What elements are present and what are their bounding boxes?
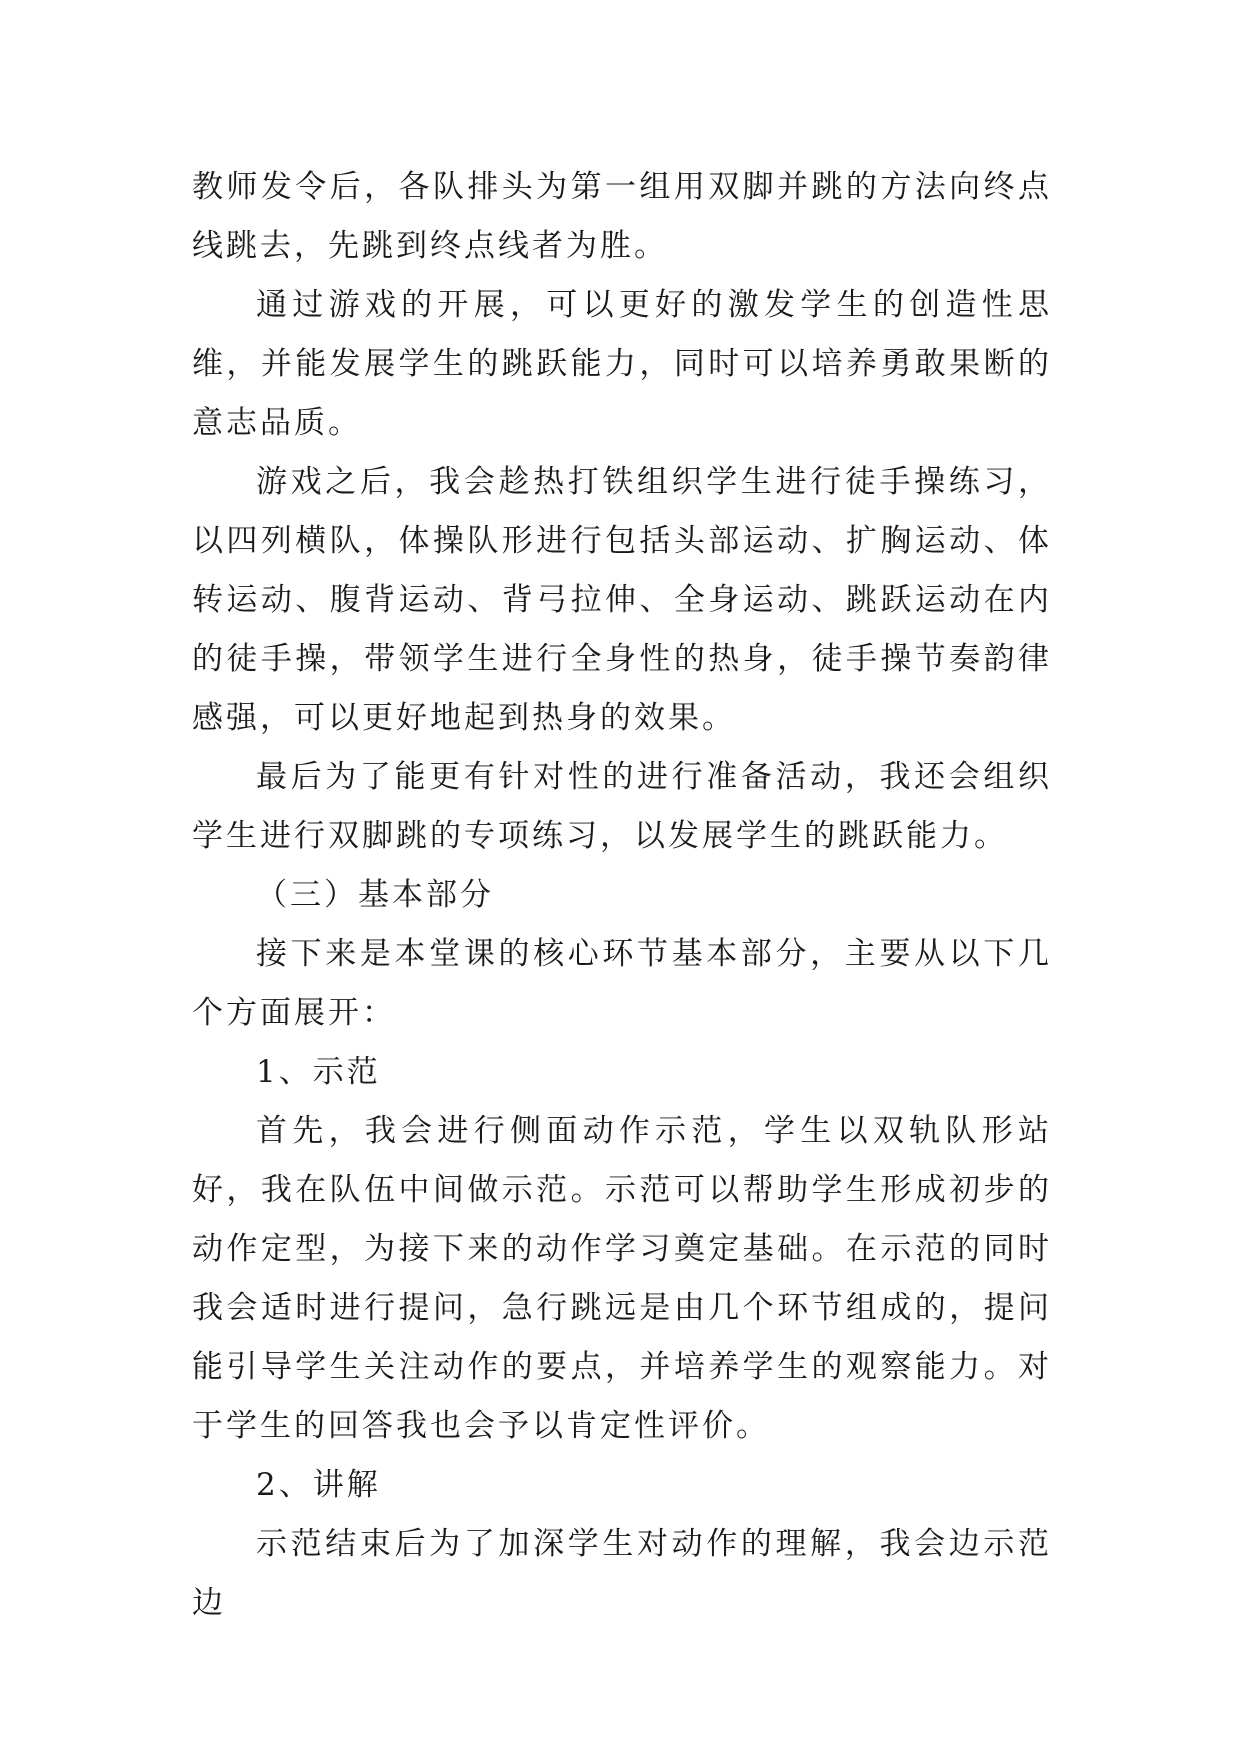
paragraph-freehand-exercise: 游戏之后，我会趁热打铁组织学生进行徒手操练习，以四列横队，体操队形进行包括头部运动、扩胸运动、体转运动、腹背运动、背弓拉伸、全身运动、跳跃运动在内的徒手操，带领学生进行全身性的热身，徒手操节奏韵律感强，可以更好地起到热身的效果。 [192,464,1052,736]
paragraph-game-rules: 教师发令后，各队排头为第一组用双脚并跳的方法向终点线跳去，先跳到终点线者为胜。 [192,169,1052,264]
paragraph-basic-part-intro: 接下来是本堂课的核心环节基本部分，主要从以下几个方面展开： [192,936,1052,1031]
section-heading-basic-part: （三）基本部分 [256,877,494,913]
document-body [192,158,1052,1633]
subheading-demonstration: 1、示范 [256,1054,381,1090]
paragraph-game-purpose: 通过游戏的开展，可以更好的激发学生的创造性思维，并能发展学生的跳跃能力，同时可以培养勇敢果断的意志品质。 [192,287,1052,441]
paragraph-special-practice: 最后为了能更有针对性的进行准备活动，我还会组织学生进行双脚跳的专项练习，以发展学生的跳跃能力。 [192,759,1052,854]
subheading-explanation: 2、讲解 [256,1467,381,1503]
paragraph-explanation: 示范结束后为了加深学生对动作的理解，我会边示范边 [192,1526,1052,1621]
paragraph-demonstration: 首先，我会进行侧面动作示范，学生以双轨队形站好，我在队伍中间做示范。示范可以帮助学生形成初步的动作定型，为接下来的动作学习奠定基础。在示范的同时我会适时进行提问，急行跳远是由几个环节组成的，提问能引导学生关注动作的要点，并培养学生的观察能力。对于学生的回答我也会予以肯定性评价。 [192,1113,1052,1444]
